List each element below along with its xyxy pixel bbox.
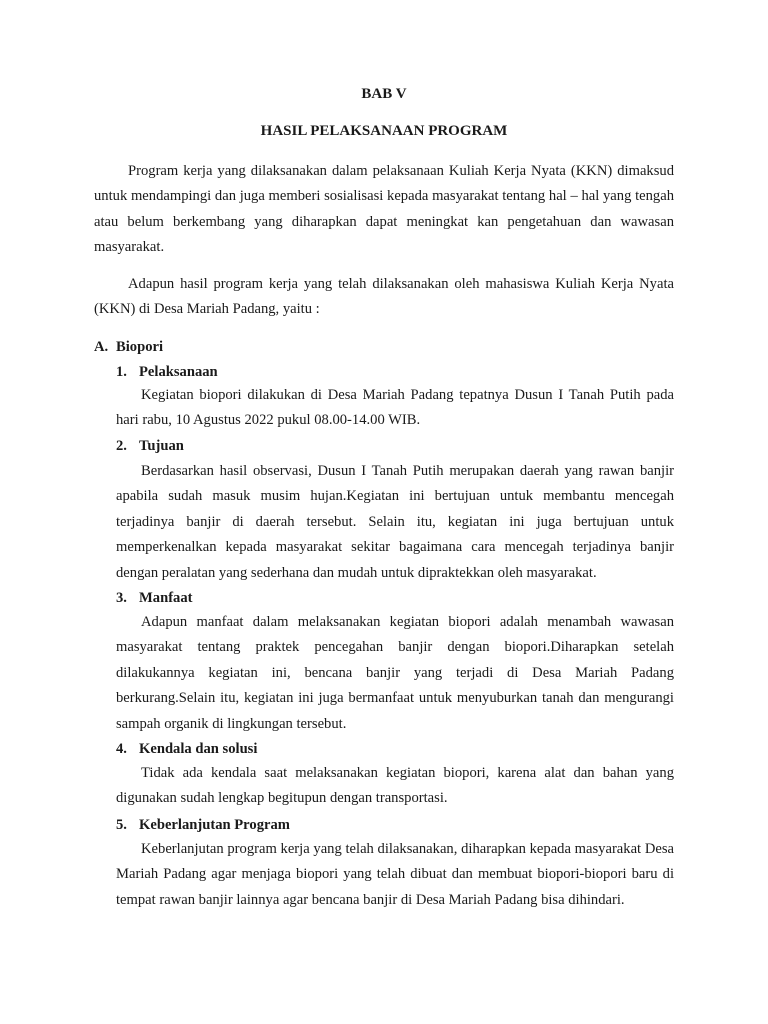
subsection-heading-pelaksanaan — [116, 361, 218, 383]
subsection-text-manfaat: Adapun manfaat dalam melaksanakan kegiatan biopori adalah menambah wawasan masyarakat tentang praktek pencegahan banjir dengan biopori.Diharapkan setelah dilakukannya kegiatan ini, bencana banjir yang terjadi di Desa Mariah Padang berkurang.Selain itu, kegiatan ini juga bermanfaat untuk menyuburkan tanah dan mengurangi sampah organik di lingkungan tersebut. — [116, 614, 674, 732]
subsection-heading-manfaat — [116, 587, 193, 609]
intro-paragraph-2: Adapun hasil program kerja yang telah dilaksanakan oleh mahasiswa Kuliah Kerja Nyata (KKN) di Desa Mariah Padang, yaitu : — [94, 276, 674, 318]
subsection-heading-tujuan — [116, 435, 184, 457]
section-title: Biopori — [116, 339, 164, 355]
subsection-number: 2. — [116, 438, 127, 454]
subsection-text-kendala: Tidak ada kendala saat melaksanakan kegiatan biopori, karena alat dan bahan yang digunakan sudah lengkap begitupun dengan transportasi. — [116, 765, 674, 807]
subsection-title: Manfaat — [139, 590, 193, 606]
subsection-heading-keberlanjutan — [116, 814, 290, 836]
subsection-number: 1. — [116, 364, 127, 380]
subsection-text-tujuan: Berdasarkan hasil observasi, Dusun I Tanah Putih merupakan daerah yang rawan banjir apabila sudah masuk musim hujan.Kegiatan ini bertujuan untuk membantu mencegah terjadinya banjir di daerah tersebut. Selain itu, kegiatan ini juga bertujuan untuk memperkenalkan kepada masyarakat sekitar bagaimana cara mencegah terjadinya banjir dengan peralatan yang sederhana dan mudah untuk dipraktekkan oleh masyarakat. — [116, 463, 674, 581]
intro-paragraph-1: Program kerja yang dilaksanakan dalam pelaksanaan Kuliah Kerja Nyata (KKN) dimaksud untuk mendampingi dan juga memberi sosialisasi kepada masyarakat tentang hal – hal yang tengah atau belum berkembang yang diharapkan dapat meningkat kan pengetahuan dan wawasan masyarakat. — [94, 163, 674, 256]
subsection-number: 3. — [116, 590, 127, 606]
subsection-heading-kendala — [116, 738, 257, 760]
subsection-title: Pelaksanaan — [139, 364, 218, 380]
subsection-title: Kendala dan solusi — [139, 741, 258, 757]
section-heading — [94, 336, 163, 358]
subsection-title: Keberlanjutan Program — [139, 817, 290, 833]
chapter-title: BAB V — [361, 86, 407, 102]
subsection-number: 4. — [116, 741, 127, 757]
subsection-number: 5. — [116, 817, 127, 833]
subsection-text-keberlanjutan: Keberlanjutan program kerja yang telah dilaksanakan, diharapkan kepada masyarakat Desa Mariah Padang agar menjaga biopori yang telah dibuat dan membuat biopori-biopori baru di tempat rawan banjir lainnya agar bencana banjir di Desa Mariah Padang bisa dihindari. — [116, 841, 674, 908]
subsection-title: Tujuan — [139, 438, 184, 454]
section-label: A. — [94, 339, 109, 355]
chapter-heading: HASIL PELAKSANAAN PROGRAM — [260, 123, 508, 139]
subsection-text-pelaksanaan: Kegiatan biopori dilakukan di Desa Mariah Padang tepatnya Dusun I Tanah Putih pada hari rabu, 10 Agustus 2022 pukul 08.00-14.00 WIB. — [116, 387, 674, 429]
